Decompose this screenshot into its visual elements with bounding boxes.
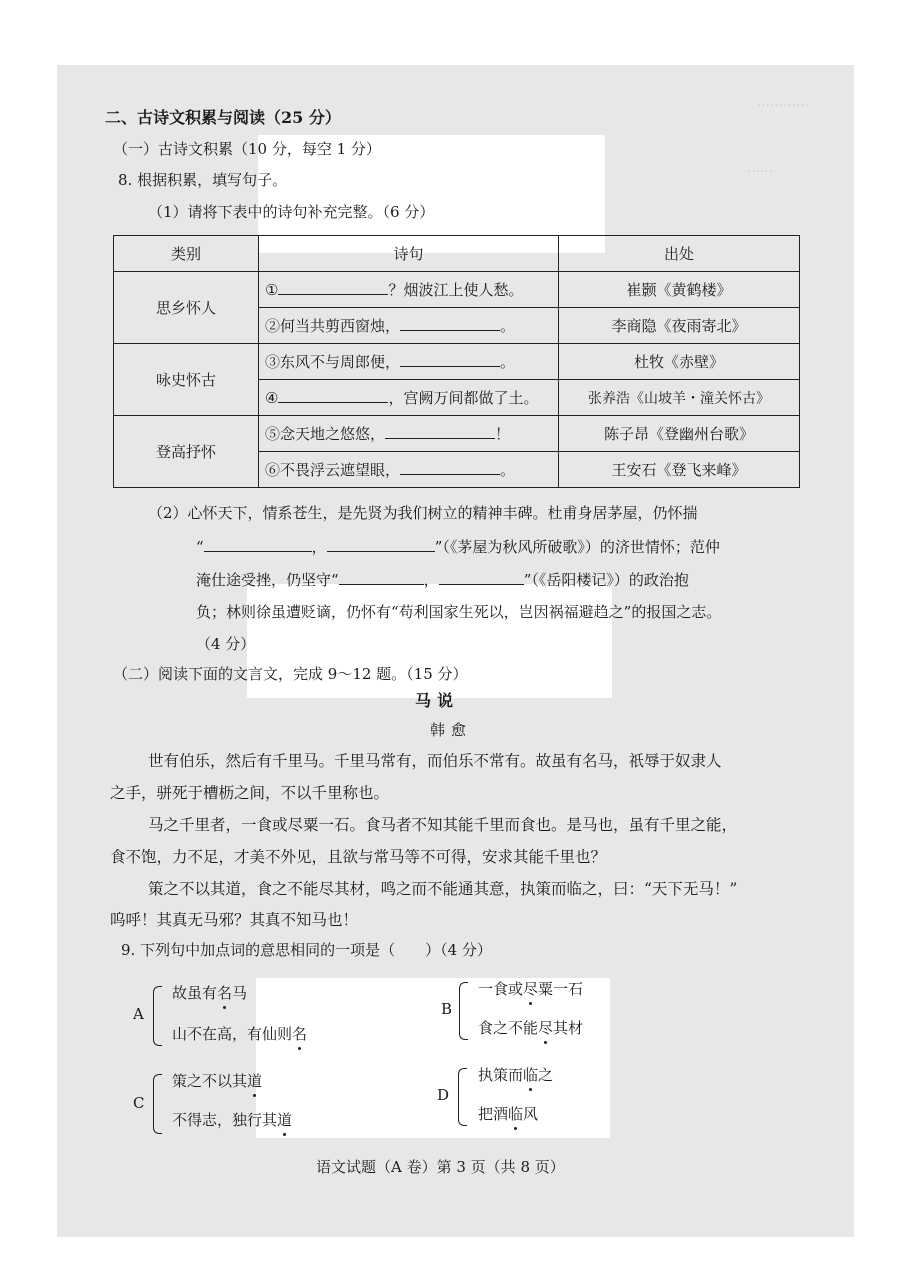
q8-2-line2: “ ， ”（《茅屋为秋风所破歌》）的济世情怀；范仲 [196,538,720,556]
source-cell: 陈子昂《登幽州台歌》 [559,416,800,452]
category-cell: 思乡怀人 [114,272,259,344]
q8-2-line3: 淹仕途受挫，仍坚守“ ， ”（《岳阳楼记》）的政治抱 [196,571,689,589]
answer-blank[interactable] [278,388,388,403]
table-header-row [114,236,800,272]
poem-cell: ⑥不畏浮云遮望眼， 。 [259,452,559,488]
answer-blank[interactable] [278,280,388,295]
option-c-label[interactable]: C [133,1094,145,1112]
q8-2-line5: （4 分） [196,635,256,653]
answer-blank[interactable] [339,570,424,585]
source-cell: 王安石《登飞来峰》 [559,452,800,488]
question-8-1: （1）请将下表中的诗句补充完整。（6 分） [148,203,435,221]
answer-blank[interactable] [204,537,312,552]
passage-p1-l1: 世有伯乐，然后有千里马。千里马常有，而伯乐不常有。故虽有名马，祇辱于奴隶人 [148,752,722,770]
part1-heading: （一）古诗文积累（10 分，每空 1 分） [113,140,381,158]
source-cell: 杜牧《赤壁》 [559,344,800,380]
passage-title: 马说 [415,691,460,710]
option-d-sentence2: 把酒临风 [478,1105,539,1123]
question-9: 9. 下列句中加点词的意思相同的一项是（ ）（4 分） [121,941,492,959]
option-c-sentence2: 不得志，独行其道 [172,1111,293,1129]
brace [153,986,162,1046]
option-c-sentence1: 策之不以其道 [172,1072,263,1090]
answer-blank[interactable] [385,424,495,439]
option-a-label[interactable]: A [133,1005,144,1023]
answer-blank[interactable] [439,570,524,585]
table-row [114,416,800,452]
option-d-label[interactable]: D [437,1086,450,1104]
answer-blank[interactable] [400,316,500,331]
option-b-sentence1: 一食或尽粟一石 [478,980,584,998]
brace [459,982,468,1040]
poem-table [113,235,800,488]
brace [153,1074,162,1134]
poem-cell: ②何当共剪西窗烛， 。 [259,308,559,344]
poem-cell: ① ？烟波江上使人愁。 [259,272,559,308]
passage-p3-l1: 策之不以其道，食之不能尽其材，鸣之而不能通其意，执策而临之，曰：“天下无马！” [148,880,738,898]
category-cell: 登高抒怀 [114,416,259,488]
option-a-sentence2: 山不在高，有仙则名 [172,1025,308,1043]
passage-author: 韩愈 [430,721,473,739]
white-patch [256,978,610,1138]
option-b-sentence2: 食之不能尽其材 [478,1019,584,1037]
header-category: 类别 [114,236,259,272]
table-row [114,272,800,308]
passage-p2-l1: 马之千里者，一食或尽粟一石。食马者不知其能千里而食也。是马也，虽有千里之能， [148,816,738,834]
answer-blank[interactable] [327,537,435,552]
bleed-through-text: …… [747,161,773,176]
question-8: 8. 根据积累，填写句子。 [118,171,288,189]
poem-cell: ③东风不与周郎便， 。 [259,344,559,380]
category-cell: 咏史怀古 [114,344,259,416]
page-footer: 语文试题（A 卷）第 3 页（共 8 页） [316,1158,565,1176]
passage-p1-l2: 之手，骈死于槽枥之间，不以千里称也。 [110,784,390,802]
source-cell: 张养浩《山坡羊・潼关怀古》 [559,380,800,416]
passage-p3-l2: 呜呼！其真无马邪？其真不知马也！ [110,911,359,929]
passage-p2-l2: 食不饱，力不足，才美不外见，且欲与常马等不可得，安求其能千里也？ [110,848,607,866]
table-row [114,344,800,380]
source-cell: 李商隐《夜雨寄北》 [559,308,800,344]
q8-2-line4: 负；林则徐虽遭贬谪，仍怀有“苟利国家生死以，岂因祸福避趋之”的报国之志。 [196,603,722,621]
q8-2-line1: （2）心怀天下，情系苍生，是先贤为我们树立的精神丰碑。杜甫身居茅屋，仍怀揣 [148,504,698,522]
poem-cell: ④ ，宫阙万间都做了土。 [259,380,559,416]
header-poem: 诗句 [259,236,559,272]
source-cell: 崔颢《黄鹤楼》 [559,272,800,308]
poem-cell: ⑤念天地之悠悠， ！ [259,416,559,452]
section-heading: 二、古诗文积累与阅读（25 分） [105,108,341,127]
answer-blank[interactable] [400,352,500,367]
answer-blank[interactable] [400,460,500,475]
bleed-through-text: ………… [757,95,809,110]
option-d-sentence1: 执策而临之 [478,1066,554,1084]
header-source: 出处 [559,236,800,272]
option-b-label[interactable]: B [441,1000,453,1018]
part2-heading: （二）阅读下面的文言文，完成 9～12 题。（15 分） [113,665,468,683]
option-a-sentence1: 故虽有名马 [172,984,248,1002]
brace [458,1068,467,1126]
